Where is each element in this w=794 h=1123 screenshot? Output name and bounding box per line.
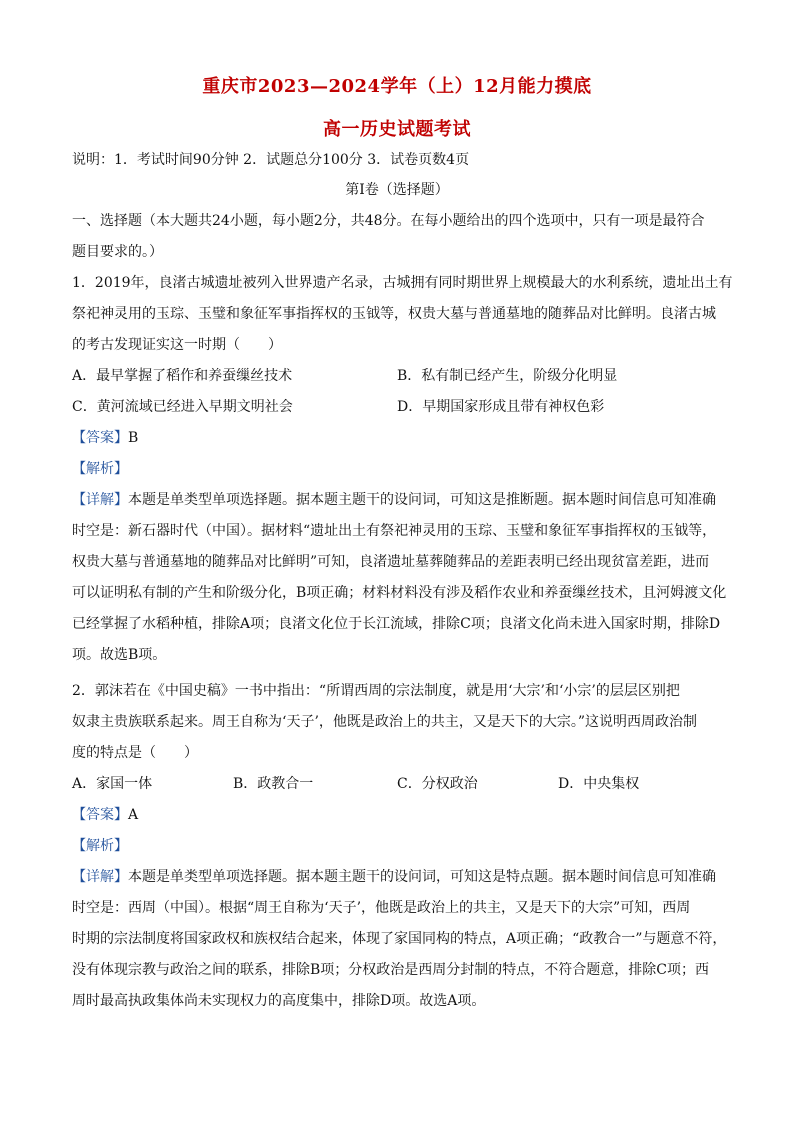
q1-option-b: B．私有制已经产生，阶级分化明显: [397, 368, 618, 384]
section-instruction-line2: 题目要求的。）: [72, 244, 163, 260]
q1-option-d: D．早期国家形成且带有神权色彩: [397, 399, 605, 415]
q2-analysis-tag: 【解析】: [72, 838, 128, 854]
q2-answer-value: A: [128, 807, 139, 823]
q2-stem-line3: 度的特点是（ ）: [72, 745, 198, 761]
q1-stem-line3: 的考古发现证实这一时期（ ）: [72, 337, 282, 353]
exam-subtitle: 高一历史试题考试: [323, 119, 471, 140]
q2-option-d: D．中央集权: [558, 776, 640, 792]
q2-detail-line4: 没有体现宗教与政治之间的联系，排除B项；分权政治是西周分封制的特点，不符合题意，排除C项；西: [72, 962, 709, 978]
q2-option-a: A．家国一体: [72, 776, 153, 792]
q2-option-c: C．分权政治: [397, 776, 478, 792]
q2-stem-line1: 2．郭沫若在《中国史稿》一书中指出：“所谓西周的宗法制度，就是用‘大宗’和‘小宗’的层层区别把: [72, 683, 680, 699]
q2-detail-text1: 本题是单类型单项选择题。据本题主题干的设问词，可知这是特点题。据本题时间信息可知准确: [128, 869, 716, 885]
q2-answer-line: [72, 806, 732, 824]
section-instruction-line1: 一、选择题（本大题共24小题，每小题2分，共48分。在每小题给出的四个选项中，只有一项是最符合: [72, 213, 705, 229]
q1-detail-tag: 【详解】: [72, 492, 128, 508]
q1-detail-line2: 时空是：新石器时代（中国）。据材料“遗址出土有祭祀神灵用的玉琮、玉璧和象征军事指挥权的玉钺等，: [72, 523, 717, 539]
q1-detail-line1: [72, 491, 732, 509]
q1-detail-line4: 可以证明私有制的产生和阶级分化，B项正确；材料材料没有涉及稻作农业和养蚕缫丝技术，且河姆渡文化: [72, 585, 727, 601]
q2-stem-line2: 奴隶主贵族联系起来。周王自称为‘天子’，他既是政治上的共主，又是天下的大宗。”这说明西周政治制: [72, 714, 698, 730]
q1-option-a: A．最早掌握了稻作和养蚕缫丝技术: [72, 368, 293, 384]
q2-detail-line2: 时空是：西周（中国）。根据“周王自称为‘天子’，他既是政治上的共主，又是天下的大宗”可知，西周: [72, 900, 691, 916]
q1-analysis-line: [72, 460, 732, 478]
q1-detail-text1: 本题是单类型单项选择题。据本题主题干的设问词，可知这是推断题。据本题时间信息可知准确: [128, 492, 716, 508]
q2-detail-tag: 【详解】: [72, 869, 128, 885]
q1-answer-value: B: [128, 430, 139, 446]
q1-detail-line6: 项。故选B项。: [72, 647, 167, 663]
q2-detail-line3: 时期的宗法制度将国家政权和族权结合起来，体现了家国同构的特点，A项正确；“政教合一”与题意不符，: [72, 931, 727, 947]
q1-answer-tag: 【答案】: [72, 430, 128, 446]
q2-option-b: B．政教合一: [233, 776, 314, 792]
q1-option-c: C．黄河流域已经进入早期文明社会: [72, 399, 293, 415]
volume-heading: 第Ⅰ卷（选择题）: [345, 182, 449, 198]
q1-detail-line5: 已经掌握了水稻种植，排除A项；良渚文化位于长江流域，排除C项；良渚文化尚未进入国家时期，排除D: [72, 616, 721, 632]
exam-title: 重庆市2023—2024学年（上）12月能力摸底: [202, 76, 592, 97]
q1-stem-line2: 祭祀神灵用的玉琮、玉璧和象征军事指挥权的玉钺等，权贵大墓与普通墓地的随葬品对比鲜明。良渚古城: [72, 306, 716, 322]
q2-analysis-line: [72, 837, 732, 855]
q1-detail-line3: 权贵大墓与普通墓地的随葬品对比鲜明”可知，良渚遗址墓葬随葬品的差距表明已经出现贫富差距，进而: [72, 554, 710, 570]
q2-detail-line1: [72, 868, 732, 886]
q2-detail-line5: 周时最高执政集体尚未实现权力的高度集中，排除D项。故选A项。: [72, 993, 486, 1009]
q1-stem-line1: 1．2019年，良渚古城遗址被列入世界遗产名录，古城拥有同时期世界上规模最大的水利系统，遗址出土有: [72, 275, 733, 291]
q1-analysis-tag: 【解析】: [72, 461, 128, 477]
q1-answer-line: [72, 429, 732, 447]
q2-answer-tag: 【答案】: [72, 807, 128, 823]
exam-notes: 说明：1．考试时间90分钟 2．试题总分100分 3．试卷页数4页: [72, 152, 470, 168]
